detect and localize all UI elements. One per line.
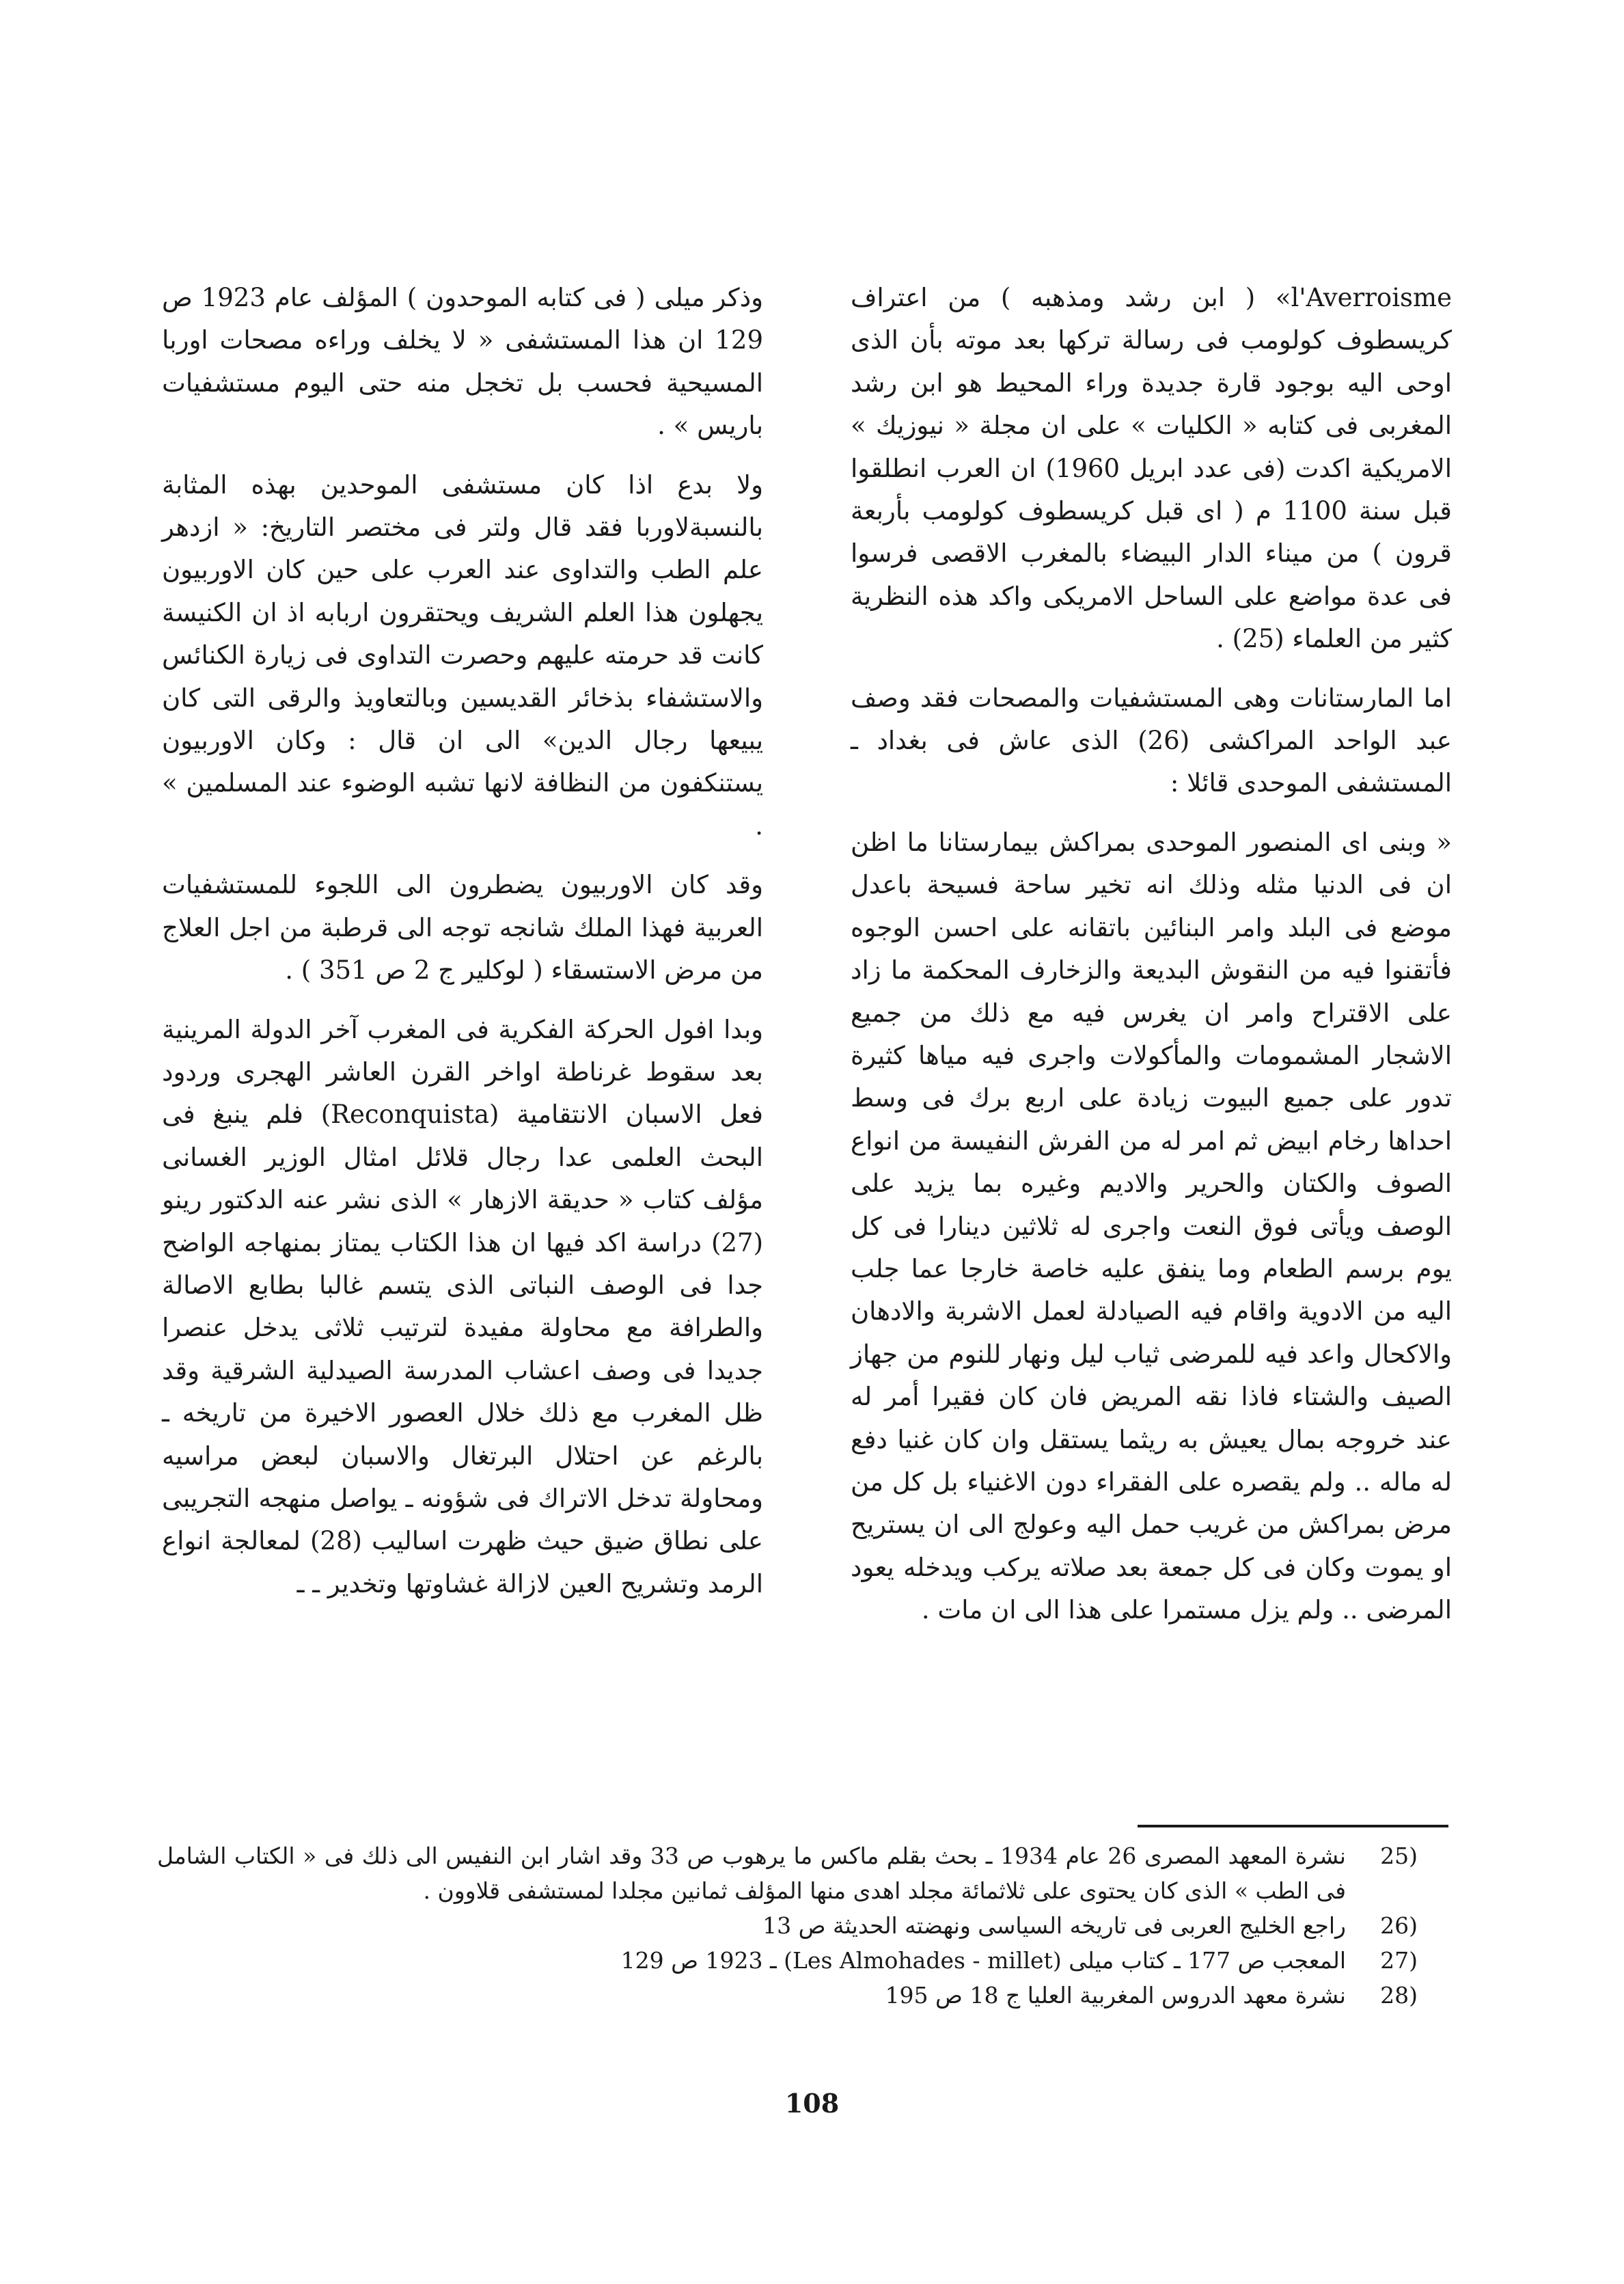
footnote (157, 1978, 1418, 2013)
footnote (157, 1908, 1418, 1943)
paragraph: وذكر ميلى ( فى كتابه الموحدون ) المؤلف عام 1923 ص 129 ان هذا المستشفى « لا يخلف وراءه مصحات اوربا المسيحية فحسب بل تخجل منه حتى اليوم مستشفيات باريس » . (162, 283, 763, 441)
footnote (157, 1838, 1418, 1908)
paragraph: وبدا افول الحركة الفكرية فى المغرب آخر الدولة المرينية بعد سقوط غرناطة اواخر القرن العاشر الهجرى وردود فعل الاسبان الانتقامية (Reconquista) فلم ينبغ فى البحث العلمى عدا رجال قلائل امثال الوزير الغسانى مؤلف كتاب « حديقة الازهار » الذى نشر عنه الدكتور رينو (27) دراسة اكد فيها ان هذا الكتاب يمتاز بمنهاجه الواضح جدا فى الوصف النباتى الذى يتسم غالبا بطابع الاصالة والطرافة مع محاولة مفيدة لترتيب ثلاثى يدخل عنصرا جديدا فى وصف اعشاب المدرسة الصيدلية الشرقية وقد ظل المغرب مع ذلك خلال العصور الاخيرة من تاريخه ـ بالرغم عن احتلال البرتغال والاسبان لبعض مراسيه ومحاولة تدخل الاتراك فى شؤونه ـ يواصل منهجه التجريبى على نطاق ضيق حيث ظهرت اساليب (28) لمعالجة انواع الرمد وتشريح العين لازالة غشاوتها وتخدير ـ ـ (162, 1014, 763, 1599)
footnote-number: (28 (1380, 1982, 1418, 2009)
left-column (162, 277, 763, 1605)
footnote-number: (26 (1380, 1912, 1418, 1939)
footnote-separator (1138, 1825, 1448, 1827)
right-column (851, 277, 1452, 1632)
footnote-number: (27 (1380, 1947, 1418, 1974)
footnote-text: نشرة معهد الدروس المغربية العليا ج 18 ص 195 (885, 1982, 1346, 2009)
footnote-text: نشرة المعهد المصرى 26 عام 1934 ـ بحث بقلم ماكس ما يرهوب ص 33 وقد اشار ابن النفيس الى ذلك فى « الكتاب الشامل فى الطب » الذى كان يحتوى على ثلاثمائة مجلد اهدى منها المؤلف ثمانين مجلدا لمستشفى قلاوون . (157, 1843, 1346, 1904)
paragraph: وقد كان الاوربيون يضطرون الى اللجوء للمستشفيات العربية فهذا الملك شانجه توجه الى قرطبة من اجل العلاج من مرض الاستسقاء ( لوكلير ج 2 ص 351 ) . (162, 870, 763, 985)
footnote-number: (25 (1380, 1843, 1418, 1869)
paragraph: l'Averroisme» ( ابن رشد ومذهبه ) من اعتراف كريسطوف كولومب فى رسالة تركها بعد موته بأن الذى اوحى اليه بوجود قارة جديدة وراء المحيط هو ابن رشد المغربى فى كتابه « الكليات » على ان مجلة « نيوزيك » الامريكية اكدت (فى عدد ابريل 1960) ان العرب انطلقوا قبل سنة 1100 م ( اى قبل كريسطوف كولومب بأربعة قرون ) من ميناء الدار البيضاء بالمغرب الاقصى فرسوا فى عدة مواضع على الساحل الامريكى واكد هذه النظرية كثير من العلماء (25) . (851, 283, 1452, 654)
page-number: 108 (784, 2088, 840, 2119)
footnotes (157, 1838, 1418, 2013)
footnote-text: راجع الخليج العربى فى تاريخه السياسى ونهضته الحديثة ص 13 (762, 1912, 1346, 1939)
quotation-paragraph: « وبنى اى المنصور الموحدى بمراكش بيمارستانا ما اظن ان فى الدنيا مثله وذلك انه تخير ساحة فسيحة باعدل موضع فى البلد وامر البنائين باتقانه على احسن الوجوه فأتقنوا فيه من النقوش البديعة والزخارف المحكمة ما زاد على الاقتراح وامر ان يغرس فيه مع ذلك من جميع الاشجار المشمومات والمأكولات واجرى فيه مياها كثيرة تدور على جميع البيوت زيادة على اربع برك فى وسط احداها رخام ابيض ثم امر له من الفرش النفيسة من انواع الصوف والكتان والحرير والاديم وغيره بما يزيد على الوصف ويأتى فوق النعت واجرى له ثلاثين دينارا فى كل يوم برسم الطعام وما ينفق عليه خاصة خارجا عما جلب اليه من الادوية واقام فيه الصيادلة لعمل الاشربة والادهان والاكحال واعد فيه للمرضى ثياب ليل ونهار للنوم من جهاز الصيف والشتاء فاذا نقه المريض فان كان فقيرا أمر له عند خروجه بمال يعيش به ريثما يستقل وان كان غنيا دفع له ماله .. ولم يقصره على الفقراء دون الاغنياء بل كل من مرض بمراكش من غريب حمل اليه وعولج الى ان يستريح او يموت وكان فى كل جمعة بعد صلاته يركب ويدخله يعود المرضى .. ولم يزل مستمرا على هذا الى ان مات . (851, 827, 1452, 1625)
paragraph: ولا بدع اذا كان مستشفى الموحدين بهذه المثابة بالنسبةلاوربا فقد قال ولتر فى مختصر التاريخ: « ازدهر علم الطب والتداوى عند العرب على حين كان الاوربيون يجهلون هذا العلم الشريف ويحتقرون اربابه اذ ان الكنيسة كانت قد حرمته عليهم وحصرت التداوى فى زيارة الكنائس والاستشفاء بذخائر القديسين وبالتعاويذ والرقى التى كان يبيعها رجال الدين» الى ان قال : وكان الاوربيون يستنكفون من النظافة لانها تشبه الوضوء عند المسلمين » . (162, 470, 763, 841)
footnote-text: المعجب ص 177 ـ كتاب ميلى (Les Almohades - millet) ـ 1923 ص 129 (620, 1947, 1346, 1974)
paragraph: اما المارستانات وهى المستشفيات والمصحات فقد وصف عبد الواحد المراكشى (26) الذى عاش فى بغداد ـ المستشفى الموحدى قائلا : (851, 683, 1452, 798)
footnote (157, 1943, 1418, 1978)
